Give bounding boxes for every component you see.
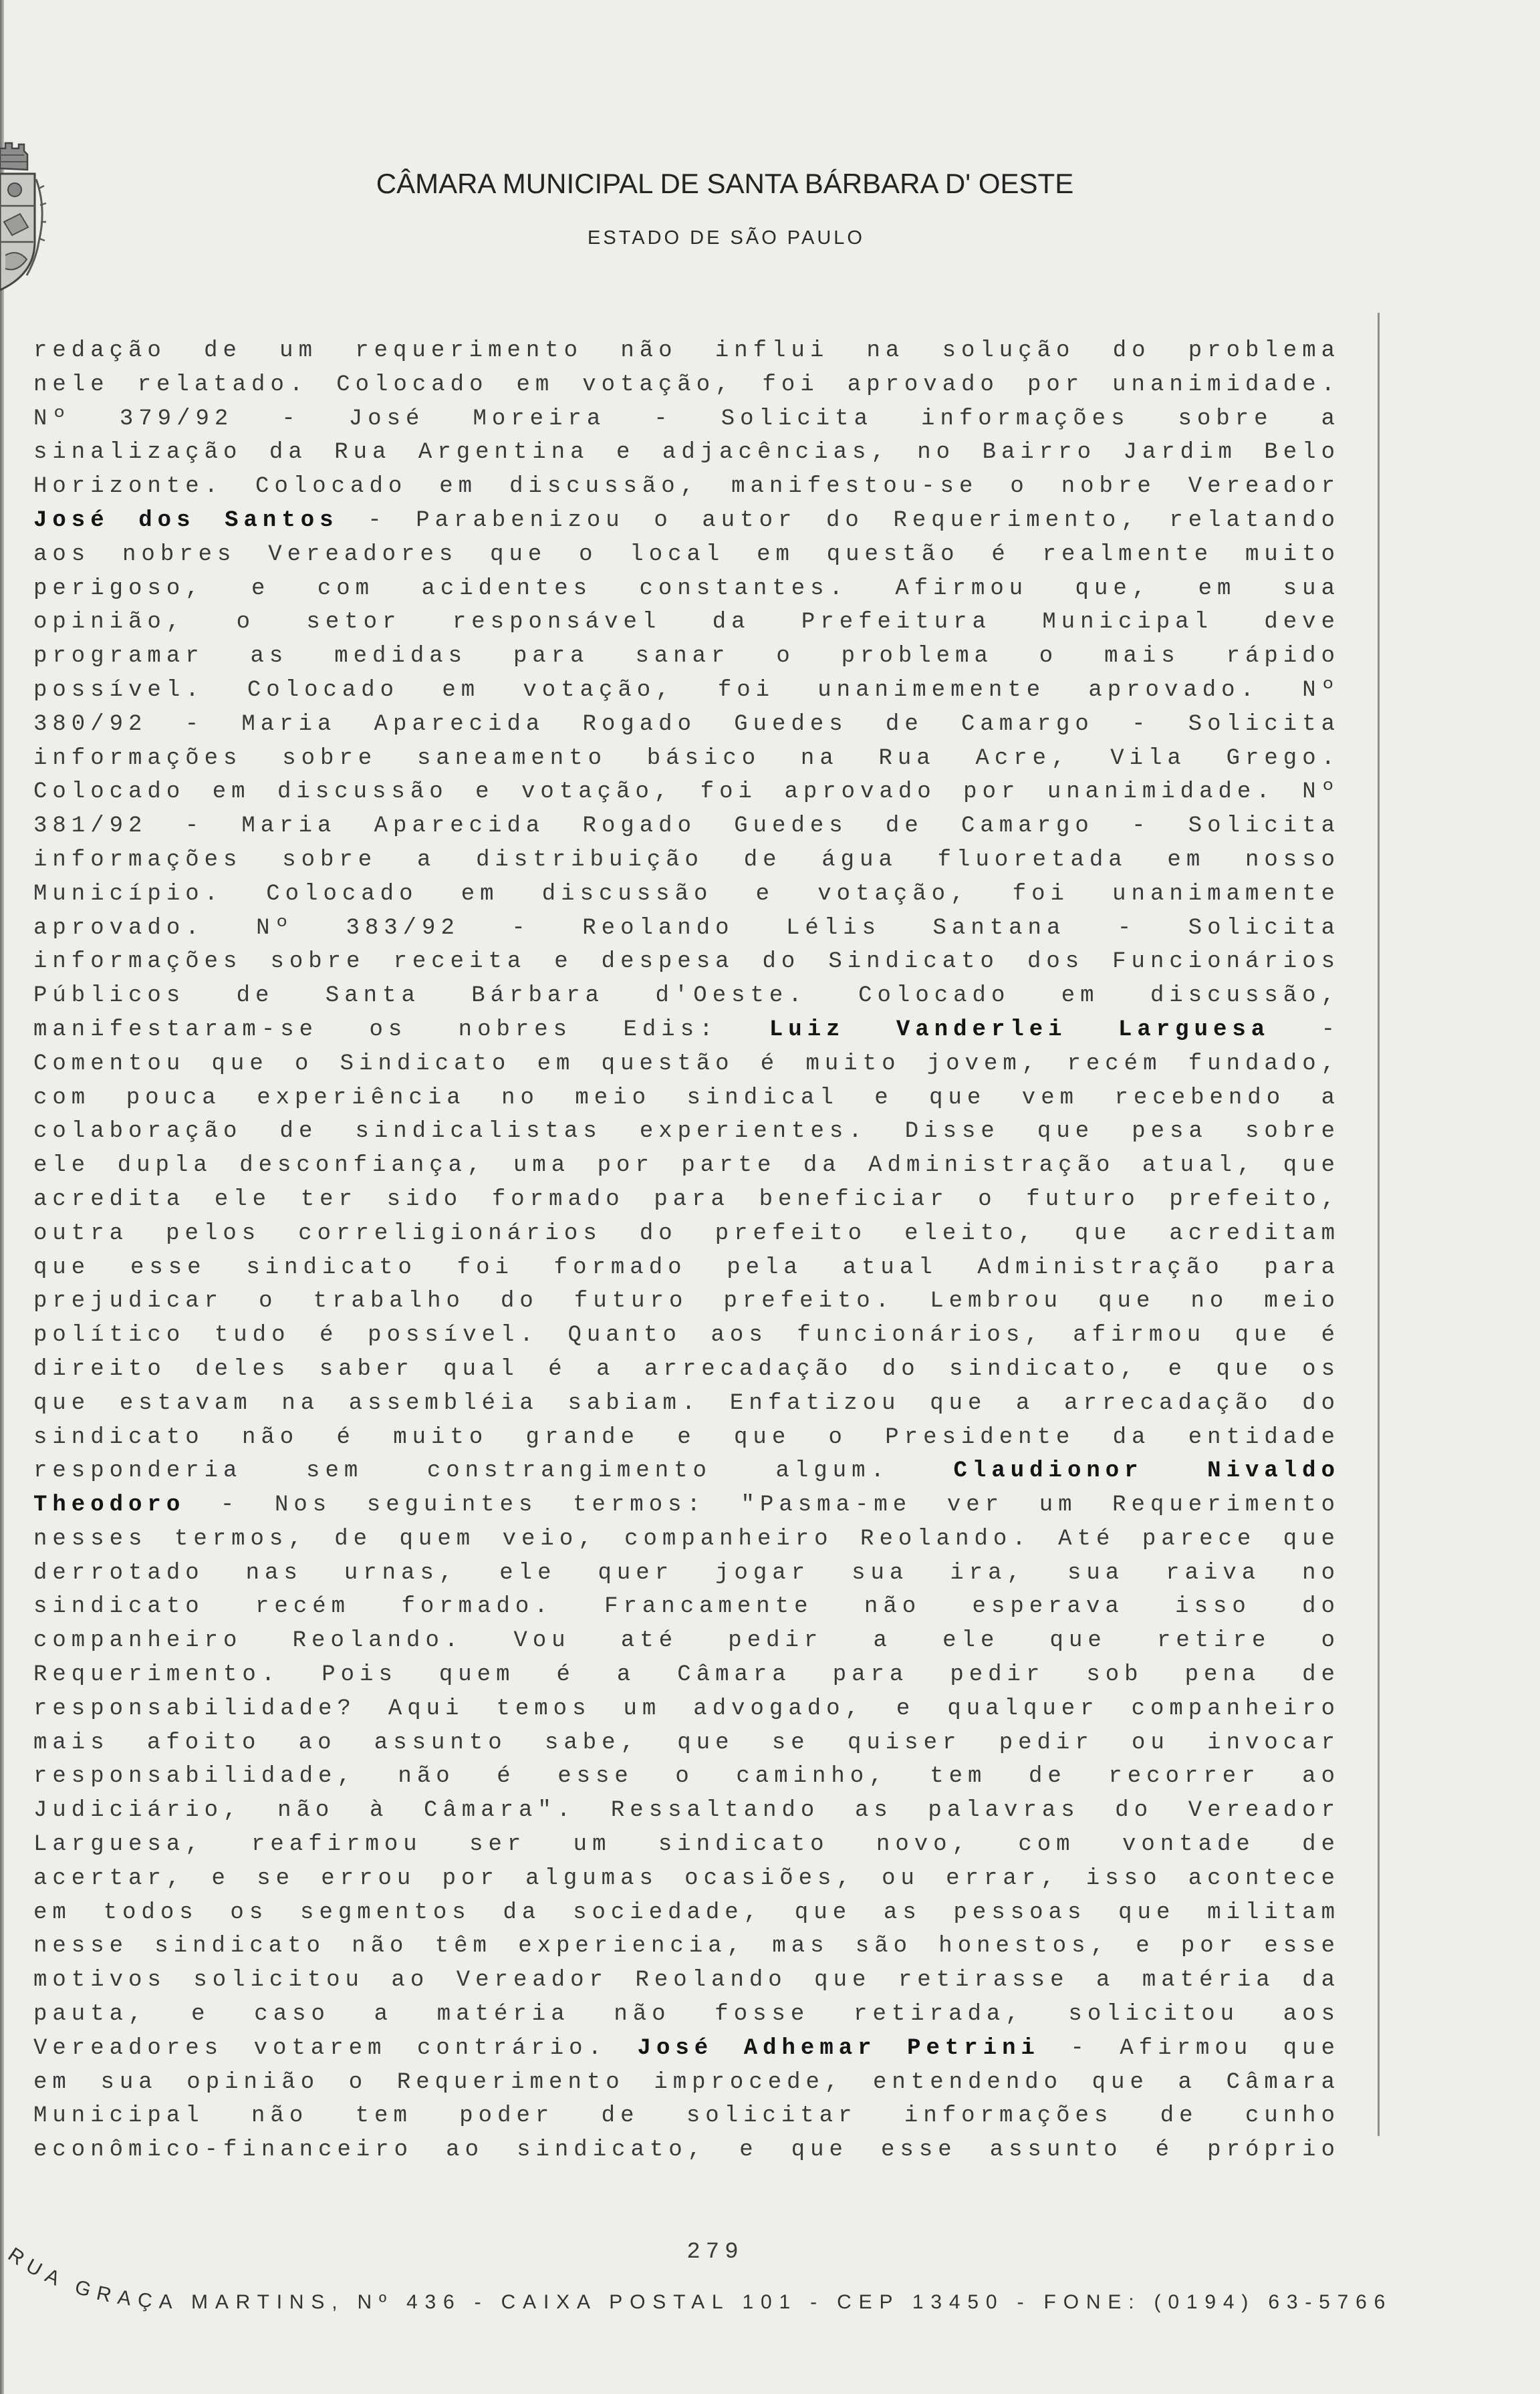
body-line: redação de um requerimento não influi na solução do problema: [33, 338, 1340, 364]
body-line: que esse sindicato foi formado pela atual Administração para: [33, 1254, 1340, 1281]
body-line: mais afoito ao assunto sabe, que se quiser pedir ou invocar: [33, 1730, 1340, 1756]
institution-title: CÂMARA MUNICIPAL DE SANTA BÁRBARA D' OESTE: [376, 168, 1074, 199]
body-line: motivos solicitou ao Vereador Reolando que retirasse a matéria da: [33, 1968, 1340, 1994]
body-text-segment: manifestaram-se os nobres Edis:: [33, 1017, 769, 1043]
body-line: informações sobre saneamento básico na Rua Acre, Vila Grego.: [33, 745, 1340, 771]
page-number: 279: [686, 2240, 744, 2265]
body-text-segment: - Afirmou que: [1039, 2035, 1340, 2061]
body-line: em todos os segmentos da sociedade, que as pessoas que militam: [33, 1899, 1340, 1925]
body-line: Horizonte. Colocado em discussão, manifestou-se o nobre Vereador: [33, 474, 1340, 500]
councilor-name: José dos Santos: [33, 507, 339, 533]
body-line: aos nobres Vereadores que o local em questão é realmente muito: [33, 541, 1340, 567]
body-line: outra pelos correligionários do prefeito eleito, que acreditam: [33, 1220, 1340, 1246]
body-text-segment: Vereadores votarem contrário.: [33, 2035, 638, 2061]
footer-address-text: [4, 2244, 1390, 2313]
body-line: ele dupla desconfiança, uma por parte da Administração atual, que: [33, 1153, 1340, 1179]
body-line: responsabilidade? Aqui temos um advogado, e qualquer companheiro: [33, 1696, 1340, 1722]
body-text-segment: -: [1270, 1017, 1340, 1043]
state-subtitle: ESTADO DE SÃO PAULO: [588, 227, 865, 249]
body-text-segment: - Nos seguintes termos: "Pasma-me ver um Requerimento: [185, 1492, 1340, 1518]
body-line: sindicato não é muito grande e que o Presidente da entidade: [33, 1424, 1340, 1450]
body-line: Comentou que o Sindicato em questão é muito jovem, recém fundado,: [33, 1051, 1340, 1077]
body-line: econômico-financeiro ao sindicato, e que esse assunto é próprio: [33, 2137, 1340, 2163]
body-line: nesses termos, de quem veio, companheiro Reolando. Até parece que: [33, 1526, 1340, 1552]
body-line: Município. Colocado em discussão e votação, foi unanimamente: [33, 881, 1340, 907]
body-line: pauta, e caso a matéria não fosse retirada, solicitou aos: [33, 2002, 1340, 2028]
body-line: [33, 2032, 1340, 2066]
body-line: sinalização da Rua Argentina e adjacências, no Bairro Jardim Belo: [33, 440, 1340, 466]
body-line: possível. Colocado em votação, foi unanimemente aprovado. Nº: [33, 677, 1340, 703]
footer-address: [0, 2219, 1470, 2326]
body-line: [33, 1013, 1340, 1047]
body-line: informações sobre a distribuição de água fluoretada em nosso: [33, 847, 1340, 873]
minutes-body-text: [33, 334, 1340, 2167]
body-text-segment: responderia sem constrangimento algum.: [33, 1458, 954, 1484]
body-line: nesse sindicato não têm experiencia, mas são honestos, e por esse: [33, 1934, 1340, 1960]
footer-address-path: RUA GRAÇA MARTINS, Nº 436 - CAIXA POSTAL 101 - CEP 13450 - FONE: (0194) 63-5766: [3, 2243, 1390, 2314]
body-line: Públicos de Santa Bárbara d'Oeste. Colocado em discussão,: [33, 983, 1340, 1009]
right-margin-rule: [1378, 313, 1380, 2136]
body-line: programar as medidas para sanar o problema o mais rápido: [33, 644, 1340, 670]
body-line: 380/92 - Maria Aparecida Rogado Guedes de Camargo - Solicita: [33, 711, 1340, 737]
body-line: derrotado nas urnas, ele quer jogar sua ira, sua raiva no: [33, 1560, 1340, 1586]
body-line: responsabilidade, não é esse o caminho, tem de recorrer ao: [33, 1764, 1340, 1790]
body-line: direito deles saber qual é a arrecadação do sindicato, e que os: [33, 1356, 1340, 1382]
body-line: colaboração de sindicalistas experientes. Disse que pesa sobre: [33, 1119, 1340, 1145]
body-line: Requerimento. Pois quem é a Câmara para pedir sob pena de: [33, 1662, 1340, 1688]
body-line: acertar, e se errou por algumas ocasiões, ou errar, isso acontece: [33, 1865, 1340, 1891]
body-line: nele relatado. Colocado em votação, foi aprovado por unanimidade.: [33, 372, 1340, 398]
body-line: prejudicar o trabalho do futuro prefeito. Lembrou que no meio: [33, 1289, 1340, 1315]
body-line: aprovado. Nº 383/92 - Reolando Lélis Santana - Solicita: [33, 915, 1340, 941]
body-text-segment: - Parabenizou o autor do Requerimento, relatando: [338, 507, 1340, 533]
body-line: Municipal não tem poder de solicitar informações de cunho: [33, 2103, 1340, 2129]
body-line: sindicato recém formado. Francamente não esperava isso do: [33, 1594, 1340, 1620]
body-line: Judiciário, não à Câmara". Ressaltando as palavras do Vereador: [33, 1798, 1340, 1824]
body-line: perigoso, e com acidentes constantes. Afirmou que, em sua: [33, 575, 1340, 602]
body-line: 381/92 - Maria Aparecida Rogado Guedes de Camargo - Solicita: [33, 813, 1340, 839]
body-line: que estavam na assembléia sabiam. Enfatizou que a arrecadação do: [33, 1390, 1340, 1416]
body-line: Larguesa, reafirmou ser um sindicato novo, com vontade de: [33, 1832, 1340, 1858]
body-line: [33, 1488, 1340, 1522]
body-line: acredita ele ter sido formado para beneficiar o futuro prefeito,: [33, 1186, 1340, 1212]
body-line: Nº 379/92 - José Moreira - Solicita informações sobre a: [33, 406, 1340, 432]
body-line: informações sobre receita e despesa do Sindicato dos Funcionários: [33, 949, 1340, 975]
councilor-name: Luiz Vanderlei Larguesa: [769, 1017, 1271, 1043]
councilor-name: Claudionor Nivaldo: [953, 1458, 1340, 1484]
body-line: em sua opinião o Requerimento improcede, entendendo que a Câmara: [33, 2069, 1340, 2095]
body-line: opinião, o setor responsável da Prefeitura Municipal deve: [33, 610, 1340, 636]
coat-of-arms-seal: [0, 142, 48, 293]
councilor-name: Theodoro: [33, 1492, 186, 1518]
body-line: [33, 504, 1340, 538]
scan-page-edge: [0, 0, 4, 2394]
body-line: político tudo é possível. Quanto aos funcionários, afirmou que é: [33, 1323, 1340, 1349]
body-line: companheiro Reolando. Vou até pedir a ele que retire o: [33, 1628, 1340, 1654]
body-line: Colocado em discussão e votação, foi aprovado por unanimidade. Nº: [33, 779, 1340, 805]
body-line: com pouca experiência no meio sindical e que vem recebendo a: [33, 1085, 1340, 1111]
councilor-name: José Adhemar Petrini: [637, 2035, 1040, 2061]
body-line: [33, 1454, 1340, 1488]
